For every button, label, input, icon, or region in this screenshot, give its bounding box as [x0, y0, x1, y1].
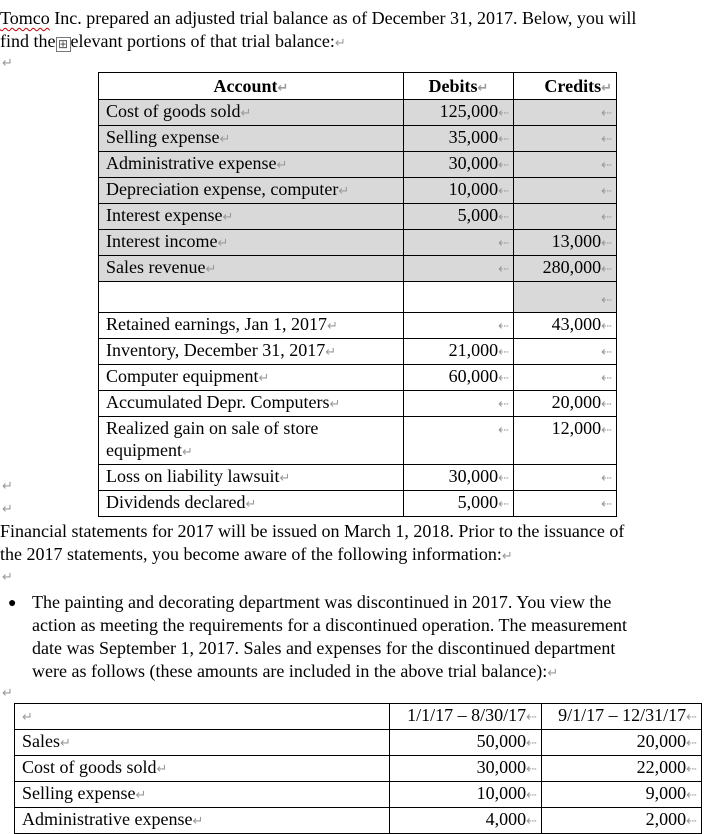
debit-cell: 125,000⇠	[404, 100, 514, 126]
header-debits: Debits↵	[404, 73, 514, 100]
account-cell: Interest income↵	[99, 230, 404, 256]
table-row	[99, 465, 617, 491]
credit-cell: 20,000⇠	[514, 391, 617, 417]
debit-cell: 60,000⇠	[404, 365, 514, 391]
account-cell: Selling expense↵	[99, 126, 404, 152]
period-1-cell: 50,000⇠	[390, 730, 542, 756]
period-1-cell: 4,000⇠	[390, 808, 542, 834]
account-cell: Retained earnings, Jan 1, 2017↵	[99, 313, 404, 339]
bullet-line-4: were as follows (these amounts are included in the above trial balance):↵	[32, 661, 559, 681]
period-1-cell: 10,000⇠	[390, 782, 542, 808]
paragraph-mark-icon: ↵	[2, 479, 13, 494]
account-cell: Realized gain on sale of store equipment↵	[99, 417, 404, 465]
header-account: Account↵	[99, 73, 404, 100]
credit-cell: ⇠	[514, 465, 617, 491]
intro-line-1: Tomco Inc. prepared an adjusted trial balance as of December 31, 2017. Below, you will	[0, 8, 637, 28]
table-row	[15, 808, 702, 834]
debit-cell	[404, 282, 514, 313]
debit-cell: 5,000⇠	[404, 204, 514, 230]
credit-cell: ⇠	[514, 491, 617, 517]
paragraph-mark-icon: ↵	[2, 502, 13, 517]
paragraph-mark-icon: ↵	[2, 570, 13, 585]
credit-cell: 280,000⇠	[514, 256, 617, 282]
header-blank: ↵	[15, 704, 390, 730]
table-row	[99, 152, 617, 178]
period-2-cell: 2,000⇠	[542, 808, 702, 834]
account-cell: Accumulated Depr. Computers↵	[99, 391, 404, 417]
credit-cell: ⇠	[514, 178, 617, 204]
period-2-cell: 22,000⇠	[542, 756, 702, 782]
discontinued-ops-table	[14, 703, 702, 834]
bullet-icon: ●	[8, 596, 17, 611]
credit-cell: 12,000⇠	[514, 417, 617, 465]
credit-cell: ⇠	[514, 365, 617, 391]
label-cell: Sales↵	[15, 730, 390, 756]
debit-cell: ⇠	[404, 230, 514, 256]
debit-cell: ⇠	[404, 313, 514, 339]
header-credits: Credits↵	[514, 73, 617, 100]
para2-line-1: Financial statements for 2017 will be issued on March 1, 2018. Prior to the issuance of	[0, 521, 625, 541]
paragraph-mark-icon: ↵	[2, 56, 13, 71]
table-row	[99, 313, 617, 339]
table-row	[99, 391, 617, 417]
debit-cell: ⇠	[404, 391, 514, 417]
para2-line-2: the 2017 statements, you become aware of the following information:↵	[0, 544, 513, 564]
header-period-1: 1/1/17 – 8/30/17⇠	[390, 704, 542, 730]
debit-cell: 30,000⇠	[404, 465, 514, 491]
account-cell: Computer equipment↵	[99, 365, 404, 391]
paragraph-mark-icon: ↵	[2, 686, 13, 701]
account-cell: Depreciation expense, computer↵	[99, 178, 404, 204]
label-cell: Cost of goods sold↵	[15, 756, 390, 782]
intro-line-2: find the ⊞ elevant portions of that trial balance:↵	[0, 31, 346, 51]
period-2-cell: 20,000⇠	[542, 730, 702, 756]
bullet-line-1: The painting and decorating department was discontinued in 2017. You view the	[32, 592, 612, 612]
credit-cell: ⇠	[514, 204, 617, 230]
account-cell: Dividends declared↵	[99, 491, 404, 517]
table-row	[99, 365, 617, 391]
trial-balance-table	[98, 72, 617, 517]
table-row	[99, 417, 617, 465]
table-row	[99, 204, 617, 230]
account-cell: Administrative expense↵	[99, 152, 404, 178]
table-row	[99, 282, 617, 313]
table-row	[15, 756, 702, 782]
period-2-cell: 9,000⇠	[542, 782, 702, 808]
table-row	[99, 256, 617, 282]
paragraph-mark-icon: ↵	[334, 36, 346, 51]
credit-cell: ⇠	[514, 152, 617, 178]
table-row	[15, 782, 702, 808]
account-cell: Cost of goods sold↵	[99, 100, 404, 126]
bullet-line-3: date was September 1, 2017. Sales and expenses for the discontinued department	[32, 638, 616, 658]
debit-cell: 10,000⇠	[404, 178, 514, 204]
credit-cell: ⇠	[514, 339, 617, 365]
table-row	[99, 491, 617, 517]
label-cell: Selling expense↵	[15, 782, 390, 808]
debit-cell: ⇠	[404, 256, 514, 282]
credit-cell: ⇠	[514, 282, 617, 313]
discontinued-header-row	[15, 704, 702, 730]
account-cell	[99, 282, 404, 313]
label-cell: Administrative expense↵	[15, 808, 390, 834]
debit-cell: 30,000⇠	[404, 152, 514, 178]
debit-cell: 21,000⇠	[404, 339, 514, 365]
header-period-2: 9/1/17 – 12/31/17⇠	[542, 704, 702, 730]
table-row	[99, 100, 617, 126]
period-1-cell: 30,000⇠	[390, 756, 542, 782]
account-cell: Sales revenue↵	[99, 256, 404, 282]
credit-cell: 43,000⇠	[514, 313, 617, 339]
account-cell: Inventory, December 31, 2017↵	[99, 339, 404, 365]
credit-cell: ⇠	[514, 100, 617, 126]
table-move-handle-icon[interactable]: ⊞	[56, 37, 71, 52]
debit-cell: ⇠	[404, 417, 514, 465]
credit-cell: ⇠	[514, 126, 617, 152]
debit-cell: 5,000⇠	[404, 491, 514, 517]
table-row	[99, 178, 617, 204]
company-name: Tomco	[0, 8, 50, 28]
table-row	[99, 339, 617, 365]
table-row	[15, 730, 702, 756]
bullet-line-2: action as meeting the requirements for a discontinued operation. The measurement	[32, 615, 627, 635]
table-row	[99, 230, 617, 256]
trial-balance-header-row	[99, 73, 617, 100]
account-cell: Loss on liability lawsuit↵	[99, 465, 404, 491]
credit-cell: 13,000⇠	[514, 230, 617, 256]
table-row	[99, 126, 617, 152]
debit-cell: 35,000⇠	[404, 126, 514, 152]
account-cell: Interest expense↵	[99, 204, 404, 230]
